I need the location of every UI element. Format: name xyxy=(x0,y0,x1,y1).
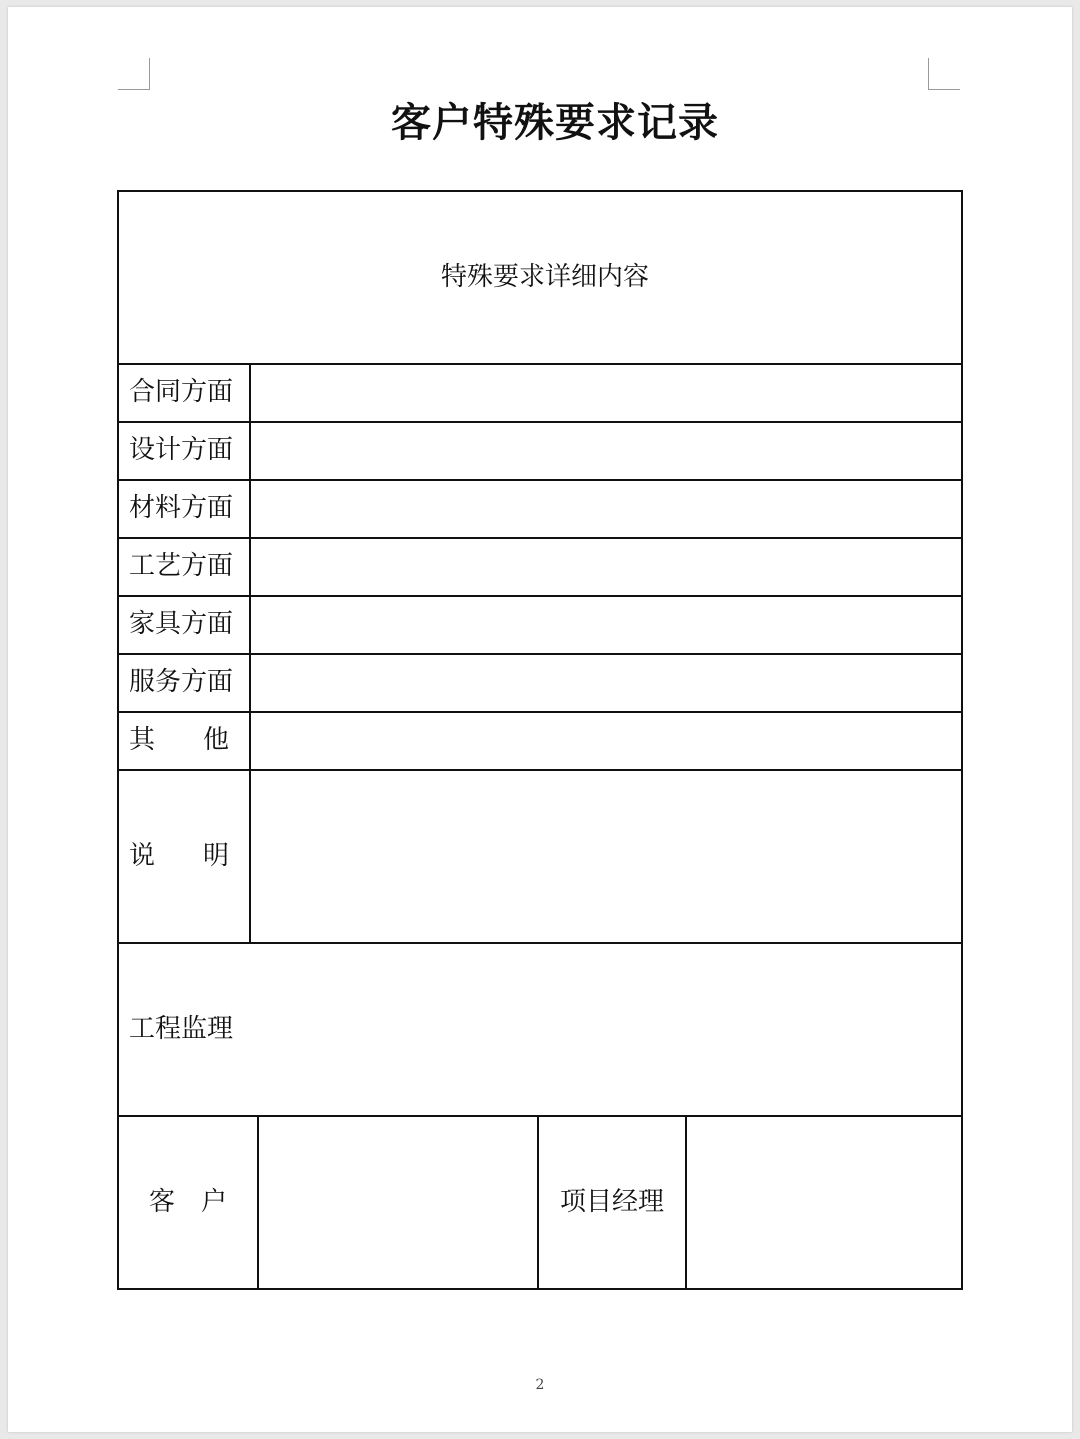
page-number: 2 xyxy=(535,1377,545,1393)
customer-label-cell xyxy=(118,1116,258,1289)
other-label-char-1: 其 xyxy=(129,725,156,756)
project-manager-signature-field[interactable] xyxy=(686,1116,962,1289)
row-field-design[interactable] xyxy=(250,422,962,480)
table-row xyxy=(118,364,962,422)
other-label-char-2: 他 xyxy=(202,725,229,756)
crop-mark-top-right xyxy=(928,58,960,90)
row-label-service: 服务方面 xyxy=(118,654,250,712)
customer-label-char-2: 户 xyxy=(201,1186,228,1217)
table-row-signatures xyxy=(118,1116,962,1289)
table-row-other xyxy=(118,712,962,770)
note-label-char-2: 明 xyxy=(202,840,229,871)
table-header-cell: 特殊要求详细内容 xyxy=(118,191,962,364)
note-label-char-1: 说 xyxy=(129,840,156,871)
row-label-design: 设计方面 xyxy=(118,422,250,480)
table-header-row xyxy=(118,191,962,364)
row-label-other xyxy=(118,712,250,770)
row-field-other[interactable] xyxy=(250,712,962,770)
table-row xyxy=(118,654,962,712)
row-field-craft[interactable] xyxy=(250,538,962,596)
row-label-contract: 合同方面 xyxy=(118,364,250,422)
row-label-furniture: 家具方面 xyxy=(118,596,250,654)
row-label-craft: 工艺方面 xyxy=(118,538,250,596)
table-row xyxy=(118,422,962,480)
table-row xyxy=(118,538,962,596)
customer-signature-field[interactable] xyxy=(258,1116,538,1289)
requirements-table xyxy=(117,190,963,1290)
row-field-note[interactable] xyxy=(250,770,962,943)
row-label-material: 材料方面 xyxy=(118,480,250,538)
row-label-note xyxy=(118,770,250,943)
table-row-note xyxy=(118,770,962,943)
table-row xyxy=(118,480,962,538)
document-page xyxy=(8,7,1072,1432)
table-row xyxy=(118,596,962,654)
customer-label-char-1: 客 xyxy=(148,1186,175,1217)
supervisor-label: 工程监理 xyxy=(129,1013,234,1044)
row-field-material[interactable] xyxy=(250,480,962,538)
project-manager-label: 项目经理 xyxy=(538,1116,686,1289)
row-field-service[interactable] xyxy=(250,654,962,712)
page-title: 客户特殊要求记录 xyxy=(391,100,719,146)
supervisor-cell[interactable] xyxy=(118,943,962,1116)
table-row-supervisor xyxy=(118,943,962,1116)
row-field-furniture[interactable] xyxy=(250,596,962,654)
crop-mark-top-left xyxy=(118,58,150,90)
row-field-contract[interactable] xyxy=(250,364,962,422)
